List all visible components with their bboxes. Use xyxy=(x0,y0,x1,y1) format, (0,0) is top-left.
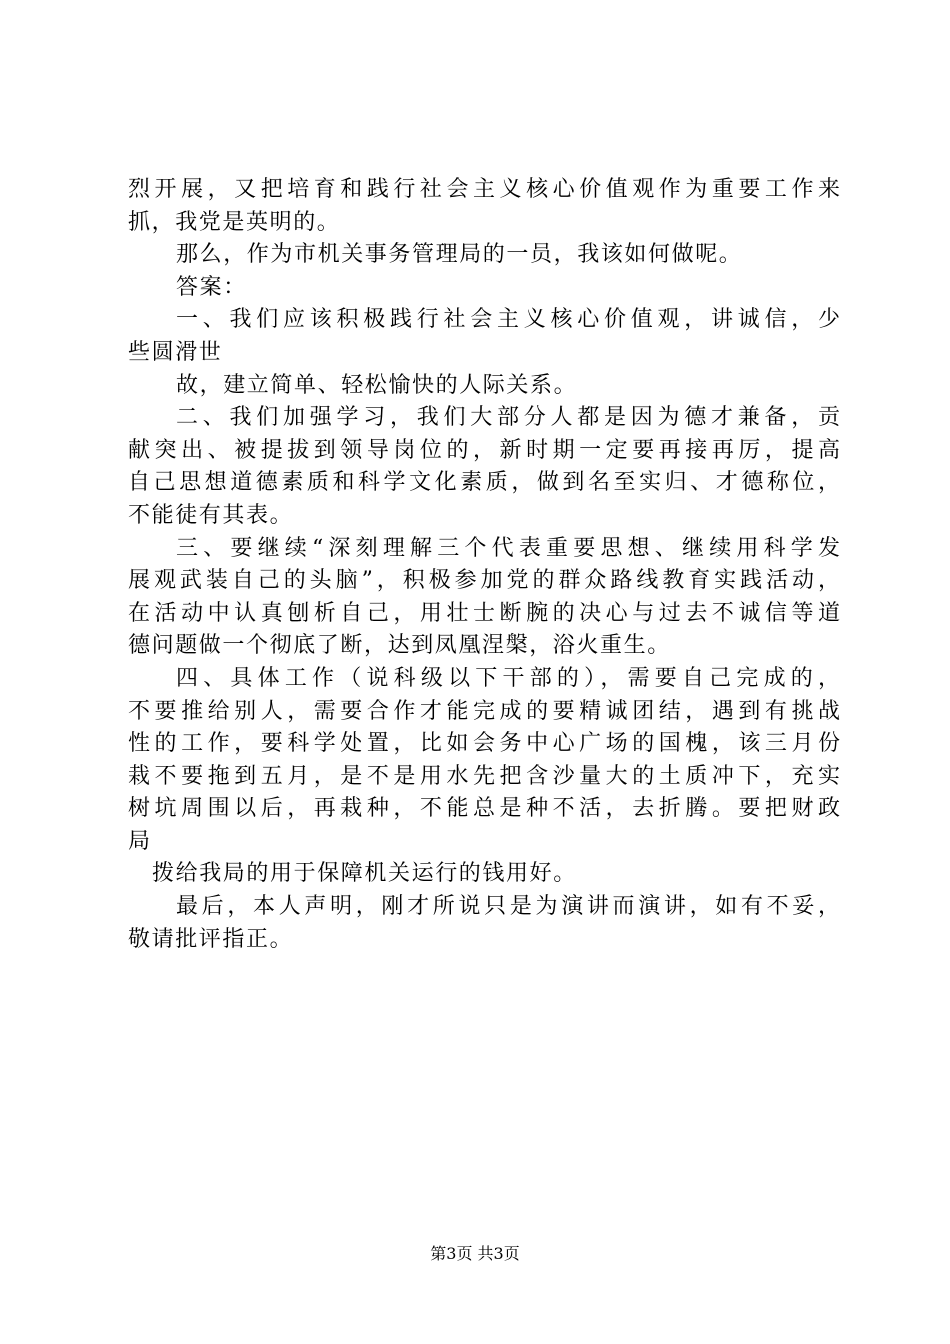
text-line: 答案： xyxy=(176,274,247,300)
text-line: 性的工作，要科学处置，比如会务中心广场的国槐，该三月份 xyxy=(128,731,840,757)
text-line: 在活动中认真刨析自己，用壮士断腕的决心与过去不诚信等道 xyxy=(128,600,840,626)
text-line: 献突出、被提拔到领导岗位的，新时期一定要再接再厉，提高 xyxy=(128,437,840,463)
page-footer: 第3页 共3页 xyxy=(430,1244,520,1263)
text-line: 那么，作为市机关事务管理局的一员，我该如何做呢。 xyxy=(176,242,743,268)
text-line: 树坑周围以后，再栽种，不能总是种不活，去折腾。要把财政 xyxy=(128,796,840,822)
text-line: 展观武装自己的头脑”，积极参加党的群众路线教育实践活动， xyxy=(128,568,840,594)
text-line: 烈开展，又把培育和践行社会主义核心价值观作为重要工作来 xyxy=(128,177,840,202)
text-line: 些圆滑世 xyxy=(128,339,223,365)
text-line: 二、我们加强学习，我们大部分人都是因为德才兼备，贡 xyxy=(176,405,840,431)
text-line: 拨给我局的用于保障机关运行的钱用好。 xyxy=(152,861,577,887)
text-line: 三、要继续“深刻理解三个代表重要思想、继续用科学发 xyxy=(176,535,840,561)
text-line: 不能徒有其表。 xyxy=(128,502,294,528)
text-line: 不要推给别人，需要合作才能完成的要精诚团结，遇到有挑战 xyxy=(128,698,840,724)
text-line: 一、我们应该积极践行社会主义核心价值观，讲诚信，少 xyxy=(176,307,840,333)
document-body xyxy=(128,174,840,956)
text-line: 自己思想道德素质和科学文化素质，做到名至实归、才德称位， xyxy=(128,470,840,496)
text-line: 最后，本人声明，刚才所说只是为演讲而演讲，如有不妥， xyxy=(176,894,840,920)
text-line: 四、具体工作（说科级以下干部的），需要自己完成的， xyxy=(176,665,840,691)
text-line: 栽不要拖到五月，是不是用水先把含沙量大的土质冲下，充实 xyxy=(128,763,840,789)
text-line: 局 xyxy=(128,828,152,854)
text-line: 敬请批评指正。 xyxy=(128,926,294,952)
text-line: 德问题做一个彻底了断，达到凤凰涅槃，浴火重生。 xyxy=(128,633,671,659)
text-line: 抓，我党是英明的。 xyxy=(128,209,341,235)
text-line: 故，建立简单、轻松愉快的人际关系。 xyxy=(176,372,578,398)
